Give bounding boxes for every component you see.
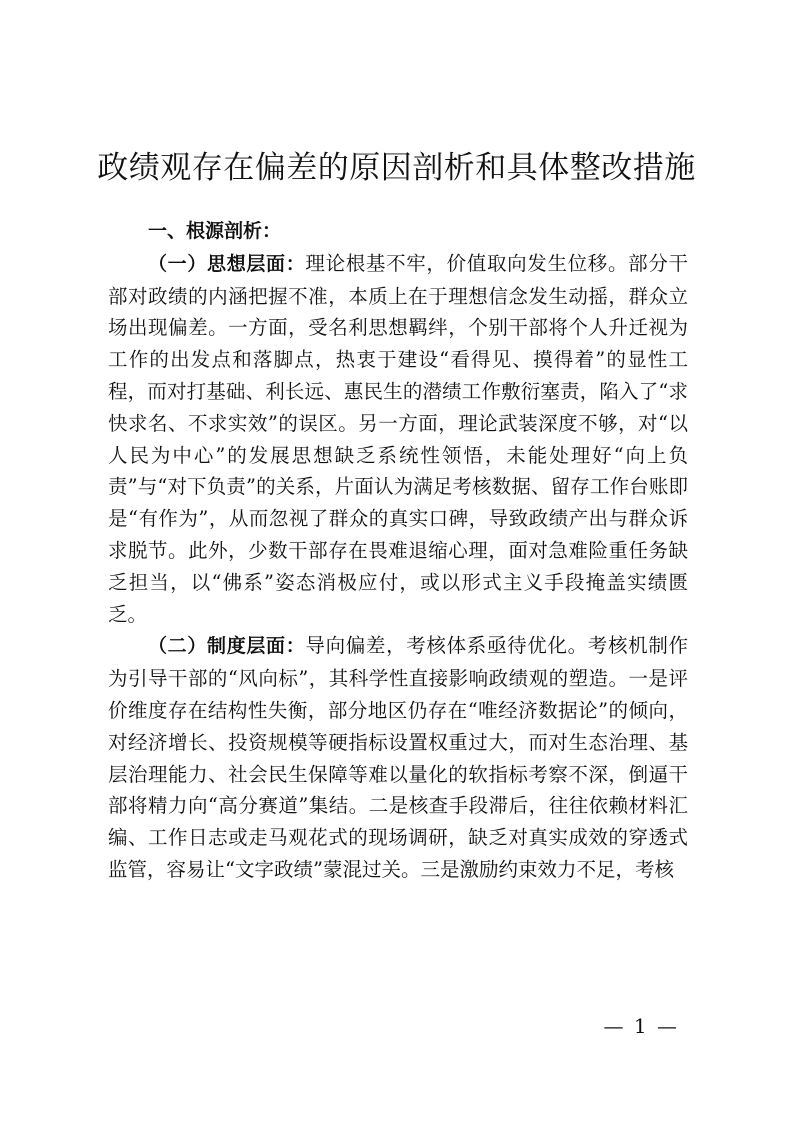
paragraph-lead: （二）制度层面： bbox=[148, 635, 306, 658]
page-number: — 1 — bbox=[603, 1014, 679, 1038]
paragraph-text: 理论根基不牢，价值取向发生位移。部分干部对政绩的内涵把握不准，本质上在于理想信念发生动摇，群众立场出现偏差。一方面，受名利思想羁绊，个别干部将个人升迁视为工作的出发点和落脚点，热衷于建设“看得见、摸得着”的显性工程，而对打基础、利长远、惠民生的潜绩工作敷衍塞责，陷入了“求快求名、不求实效”的误区。另一方面，理论武装深度不够，对“以人民为中心”的发展思想缺乏系统性领悟，未能处理好“向上负责”与“对下负责”的关系，片面认为满足考核数据、留存工作台账即是“有作为”，从而忽视了群众的真实口碑，导致政绩产出与群众诉求脱节。此外，少数干部存在畏难退缩心理，面对急难险重任务缺乏担当，以“佛系”姿态消极应付，或以形式主义手段掩盖实绩匮乏。 bbox=[108, 251, 688, 626]
paragraph-ideology bbox=[108, 248, 688, 631]
section-heading: 一、根源剖析： bbox=[148, 220, 282, 242]
paragraph-text: 导向偏差，考核体系亟待优化。考核机制作为引导干部的“风向标”，其科学性直接影响政绩观的塑造。一是评价维度存在结构性失衡，部分地区仍存在“唯经济数据论”的倾向，对经济增长、投资规模等硬指标设置权重过大，而对生态治理、基层治理能力、社会民生保障等难以量化的软指标考察不深，倒逼干部将精力向“高分赛道”集结。二是核查手段滞后，往往依赖材料汇编、工作日志或走马观花式的现场调研，缺乏对真实成效的穿透式监管，容易让“文字政绩”蒙混过关。三是激励约束效力不足，考核 bbox=[108, 634, 688, 881]
document-body bbox=[108, 216, 688, 886]
paragraph-lead: （一）思想层面： bbox=[148, 252, 306, 275]
paragraph-system bbox=[108, 630, 688, 885]
document-title: 政绩观存在偏差的原因剖析和具体整改措施 bbox=[97, 150, 696, 186]
